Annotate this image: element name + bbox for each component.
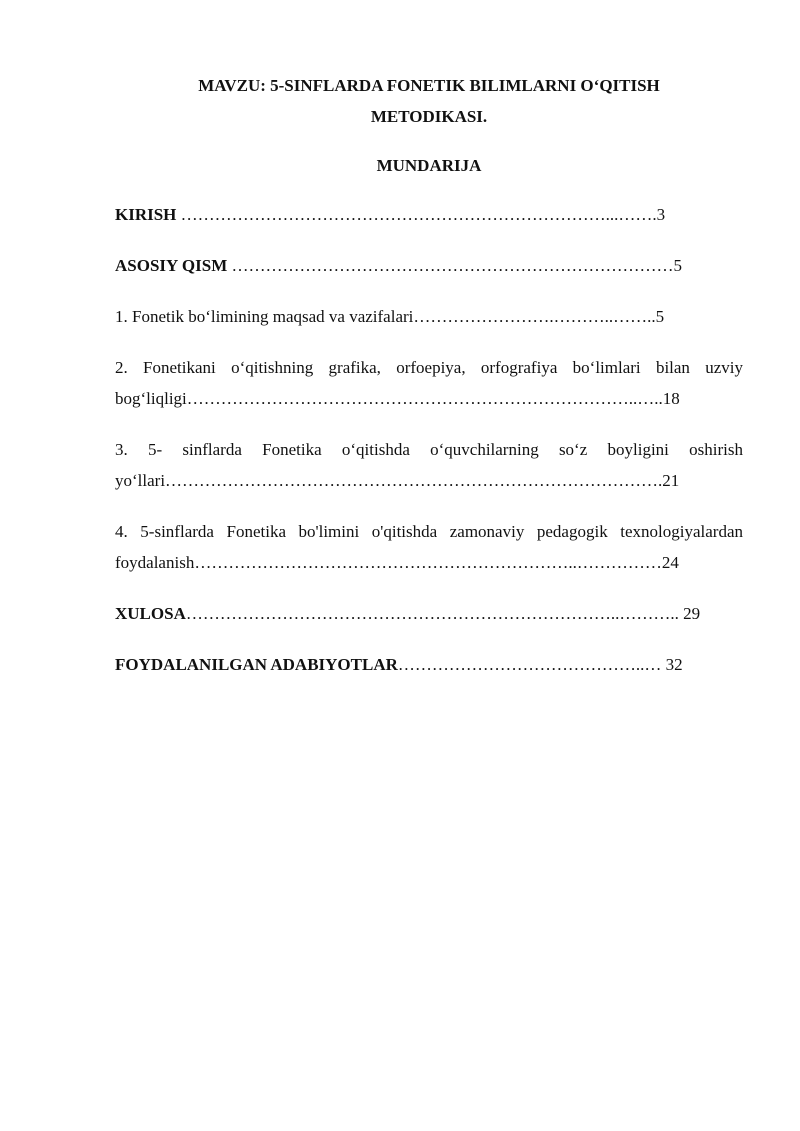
toc-leader: …………………………………………………………………...……. xyxy=(176,205,657,224)
toc-page-number: 3 xyxy=(656,205,666,224)
document-page xyxy=(115,70,743,700)
toc-entry-2 xyxy=(115,352,743,414)
toc-leader: …………………………………………………………………… xyxy=(227,256,674,275)
toc-page-number: 29 xyxy=(683,604,701,623)
toc-page-number: 32 xyxy=(665,655,683,674)
toc-page-number: 21 xyxy=(662,471,680,490)
toc-label: FOYDALANILGAN ADABIYOTLAR xyxy=(115,655,398,674)
toc-page-number: 18 xyxy=(662,389,680,408)
toc-leader: …………………………………………………………..…………… xyxy=(194,553,662,572)
toc-leader: ……………………………………………………………………………. xyxy=(165,471,663,490)
title-line-1: MAVZU: 5-SINFLARDA FONETIK BILIMLARNI O‘QITISH xyxy=(198,76,660,95)
contents-heading: MUNDARIJA xyxy=(376,156,482,175)
toc-entry-asosiy-qism xyxy=(115,250,743,281)
table-of-contents xyxy=(115,199,743,680)
toc-page-number: 5 xyxy=(655,307,665,326)
toc-entry-kirish xyxy=(115,199,743,230)
toc-leader: …………………….………..…….. xyxy=(413,307,656,326)
toc-entry-adabiyotlar xyxy=(115,649,743,680)
toc-label: ASOSIY QISM xyxy=(115,256,228,275)
toc-entry-xulosa xyxy=(115,598,743,629)
toc-leader: ……………………………………..… xyxy=(397,655,666,674)
toc-entry-1 xyxy=(115,301,743,332)
toc-label: KIRISH xyxy=(115,205,177,224)
document-title xyxy=(115,70,743,132)
toc-entry-3 xyxy=(115,434,743,496)
toc-leader: …………………………………………………………………..……….. xyxy=(185,604,684,623)
toc-page-number: 24 xyxy=(661,553,679,572)
toc-entry-4 xyxy=(115,516,743,578)
toc-label: 1. Fonetik bo‘limining maqsad va vazifalari xyxy=(115,307,414,326)
title-line-2: METODIKASI. xyxy=(370,107,488,126)
toc-label: 3. 5- sinflarda Fonetika o‘qitishda o‘quvchilarning so‘z boyligini oshirish yo‘llari xyxy=(115,440,743,490)
toc-page-number: 5 xyxy=(673,256,683,275)
toc-label: 4. 5-sinflarda Fonetika bo'limini o'qitishda zamonaviy pedagogik texnologiyalardan foydalanish xyxy=(115,522,743,572)
toc-label: XULOSA xyxy=(115,604,186,623)
toc-label: 2. Fonetikani o‘qitishning grafika, orfoepiya, orfografiya bo‘limlari bilan uzviy bog‘liqligi xyxy=(115,358,743,408)
toc-leader: ……………………………………………………………………..….. xyxy=(186,389,663,408)
